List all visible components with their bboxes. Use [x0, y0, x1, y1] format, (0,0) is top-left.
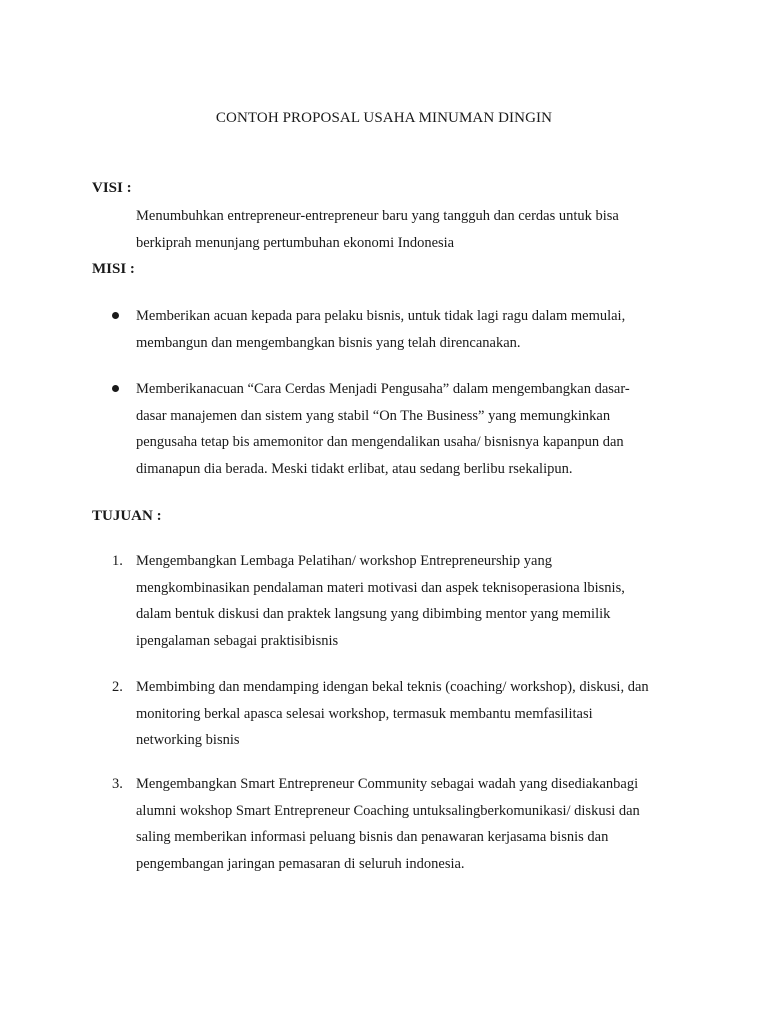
visi-line: Menumbuhkan entrepreneur-entrepreneur baru yang tangguh dan cerdas untuk bisa — [136, 208, 619, 224]
tujuan-item — [136, 771, 640, 877]
tujuan-item — [136, 674, 649, 754]
tujuan-line: Mengembangkan Lembaga Pelatihan/ workshop Entrepreneurship yang — [136, 553, 552, 569]
tujuan-line: alumni wokshop Smart Entrepreneur Coaching untuksalingberkomunikasi/ diskusi dan — [136, 802, 640, 819]
bullet-icon — [112, 312, 119, 319]
tujuan-item — [136, 548, 625, 654]
tujuan-line: Membimbing dan mendamping idengan bekal teknis (coaching/ workshop), diskusi, dan — [136, 679, 649, 695]
tujuan-heading: TUJUAN : — [92, 508, 162, 524]
misi-line: dimanapun dia berada. Meski tidakt erlibat, atau sedang berlibu rsekalipun. — [136, 460, 573, 477]
document-title: CONTOH PROPOSAL USAHA MINUMAN DINGIN — [215, 110, 553, 126]
misi-line: Memberikan acuan kepada para pelaku bisnis, untuk tidak lagi ragu dalam memulai, — [136, 308, 626, 324]
tujuan-line: ipengalaman sebagai praktisibisnis — [136, 632, 339, 649]
misi-heading: MISI : — [92, 261, 135, 277]
misi-item — [136, 376, 630, 482]
tujuan-line: dalam bentuk diskusi dan praktek langsung yang dibimbing mentor yang memilik — [136, 606, 611, 622]
list-number: 3. — [112, 776, 123, 792]
tujuan-line: monitoring berkal apasca selesai workshop, termasuk membantu memfasilitasi — [136, 705, 593, 722]
tujuan-line: mengkombinasikan pendalaman materi motivasi dan aspek teknisoperasiona lbisnis, — [136, 579, 625, 596]
visi-line: berkiprah menunjang pertumbuhan ekonomi Indonesia — [136, 234, 455, 251]
misi-line: dasar manajemen dan sistem yang stabil “On The Business” yang memungkinkan — [136, 407, 611, 424]
tujuan-line: saling memberikan informasi peluang bisnis dan penawaran kerjasama bisnis dan — [136, 829, 609, 845]
tujuan-line: Mengembangkan Smart Entrepreneur Community sebagai wadah yang disediakanbagi — [136, 776, 639, 792]
misi-line: Memberikanacuan “Cara Cerdas Menjadi Pengusaha” dalam mengembangkan dasar- — [136, 381, 630, 397]
misi-line: pengusaha tetap bis amemonitor dan mengendalikan usaha/ bisnisnya kapanpun dan — [136, 434, 624, 450]
bullet-icon — [112, 385, 119, 392]
misi-item — [136, 303, 625, 356]
list-number: 1. — [112, 553, 123, 569]
list-number: 2. — [112, 679, 123, 695]
visi-paragraph — [136, 203, 619, 256]
misi-line: membangun dan mengembangkan bisnis yang telah direncanakan. — [136, 334, 521, 351]
tujuan-line: networking bisnis — [136, 732, 240, 748]
visi-heading: VISI : — [92, 180, 132, 196]
tujuan-line: pengembangan jaringan pemasaran di seluruh indonesia. — [136, 855, 465, 872]
